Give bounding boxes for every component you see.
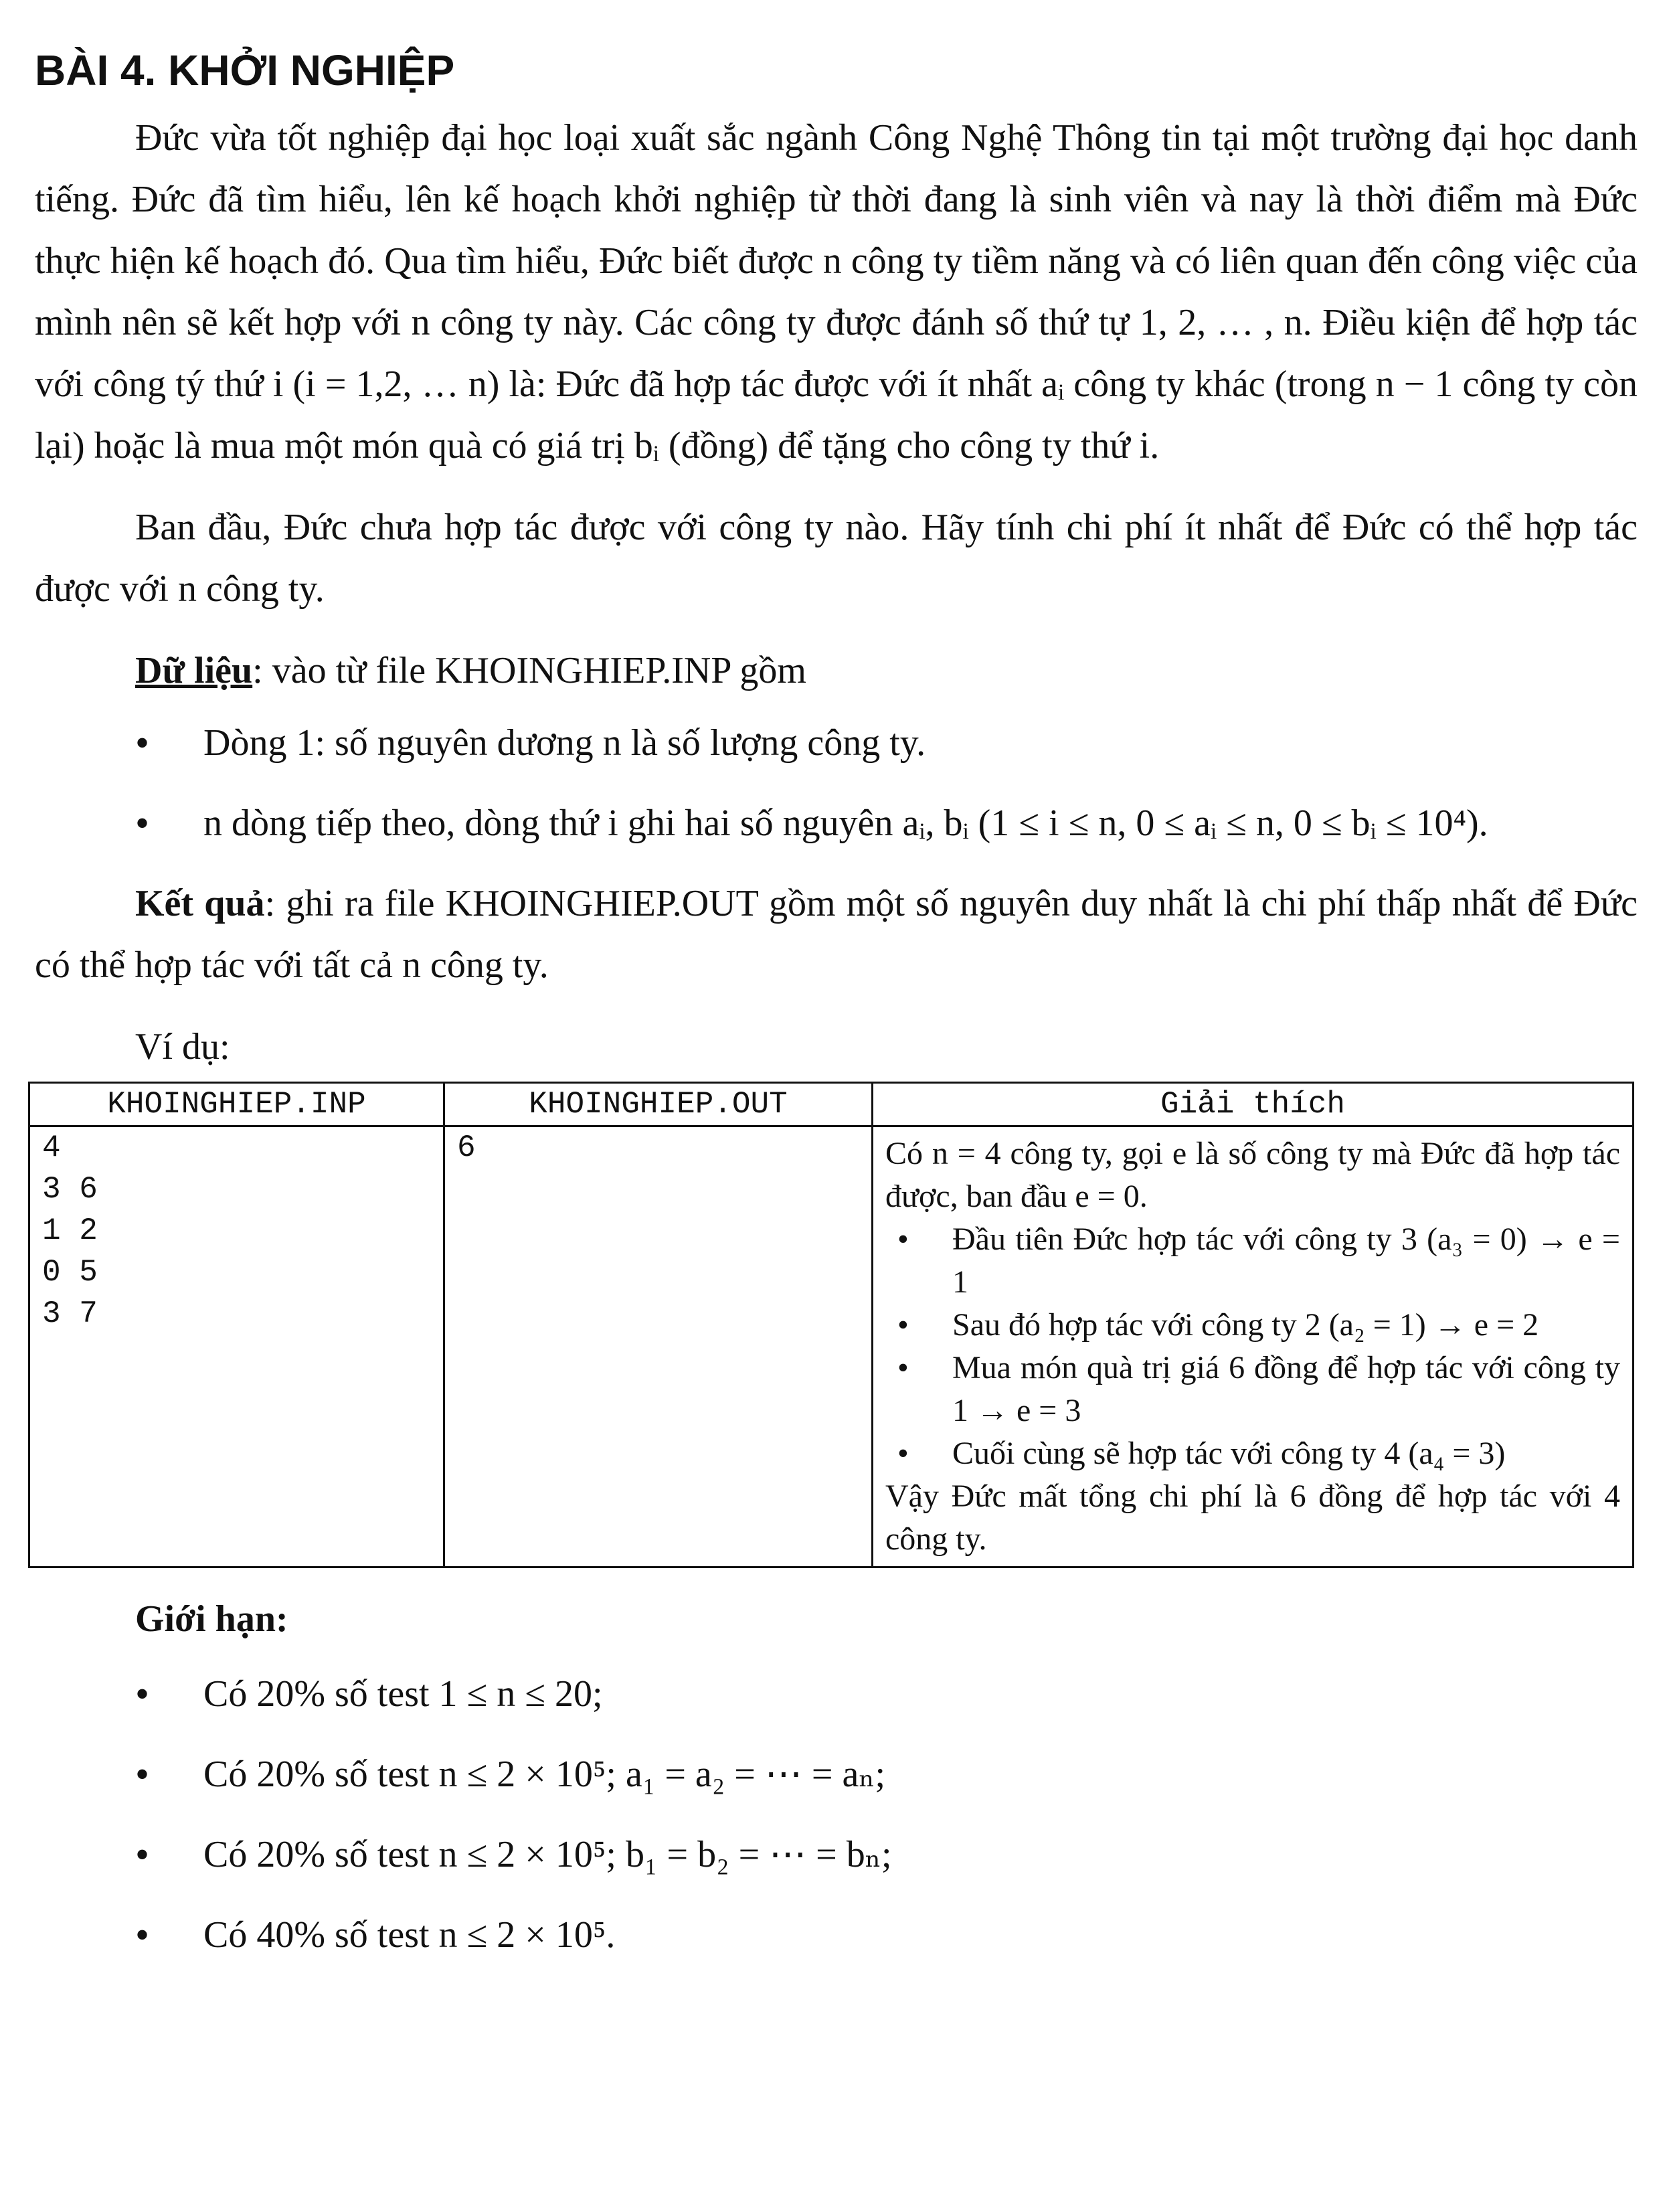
explain-steps	[885, 1218, 1620, 1475]
header-explain: Giải thích	[873, 1083, 1634, 1126]
input-item-2: • n dòng tiếp theo, dòng thứ i ghi hai số nguyên aᵢ, bᵢ (1 ≤ i ≤ n, 0 ≤ aᵢ ≤ n, 0 ≤ bᵢ ≤ 10⁴).	[35, 792, 1638, 854]
problem-statement: Đức vừa tốt nghiệp đại học loại xuất sắc ngành Công Nghệ Thông tin tại một trường đại học danh tiếng. Đức đã tìm hiểu, lên kế hoạch khởi nghiệp từ thời đang là sinh viên và nay là thời điểm mà Đức thực hiện kế hoạch đó. Qua tìm hiểu, Đức biết được n công ty tiềm năng và có liên quan đến công việc của mình nên sẽ kết hợp với n công ty này. Các công ty được đánh số thứ tự 1, 2, … , n. Điều kiện để hợp tác với công tý thứ i (i = 1,2, … n) là: Đức đã hợp tác được với ít nhất aᵢ công ty khác (trong n − 1 công ty còn lại) hoặc là mua một món quà có giá trị bᵢ (đồng) để tặng cho công ty thứ i.	[35, 117, 1638, 466]
explain-step-1: • Đầu tiên Đức hợp tác với công ty 3 (a₃ = 0) → e = 1	[885, 1218, 1620, 1304]
input-item-1: • Dòng 1: số nguyên dương n là số lượng công ty.	[35, 712, 1638, 774]
header-input: KHOINGHIEP.INP	[29, 1083, 444, 1126]
input-text: : vào từ file KHOINGHIEP.INP gồm	[252, 650, 806, 691]
explain-intro: Có n = 4 công ty, gọi e là số công ty mà Đức đã hợp tác được, ban đầu e = 0.	[885, 1136, 1620, 1214]
header-output: KHOINGHIEP.OUT	[444, 1083, 873, 1126]
problem-task: Ban đầu, Đức chưa hợp tác được với công ty nào. Hãy tính chi phí ít nhất để Đức có thể hợp tác được với n công ty.	[35, 507, 1638, 610]
example-body-row	[29, 1126, 1634, 1567]
output-label: Kết quả	[135, 883, 265, 924]
input-label: Dữ liệu	[135, 650, 253, 691]
example-header-row	[29, 1083, 1634, 1126]
explain-outro: Vậy Đức mất tổng chi phí là 6 đồng để hợp tác với 4 công ty.	[885, 1478, 1620, 1557]
example-output-data: 6	[444, 1126, 873, 1567]
input-list	[35, 712, 1638, 854]
example-label: Ví dụ:	[135, 1026, 230, 1068]
explain-step-4: • Cuối cùng sẽ hợp tác với công ty 4 (a₄ = 3)	[885, 1432, 1620, 1475]
limit-item-1: • Có 20% số test 1 ≤ n ≤ 20;	[35, 1663, 1638, 1725]
output-section	[35, 873, 1638, 996]
example-input-data: 4 3 6 1 2 0 5 3 7	[29, 1126, 444, 1567]
example-explanation	[873, 1126, 1634, 1567]
limits-list	[35, 1663, 1638, 1966]
output-text: : ghi ra file KHOINGHIEP.OUT gồm một số nguyên duy nhất là chi phí thấp nhất để Đức có thể hợp tác với tất cả n công ty.	[35, 883, 1638, 986]
input-section	[135, 640, 1638, 701]
limits-label: Giới hạn:	[135, 1598, 288, 1640]
limit-item-3: • Có 20% số test n ≤ 2 × 10⁵; b₁ = b₂ = ⋯ = bₙ;	[35, 1824, 1638, 1885]
explain-step-2: • Sau đó hợp tác với công ty 2 (a₂ = 1) → e = 2	[885, 1304, 1620, 1347]
example-table	[28, 1082, 1634, 1568]
limit-item-2: • Có 20% số test n ≤ 2 × 10⁵; a₁ = a₂ = ⋯ = aₙ;	[35, 1743, 1638, 1805]
problem-title: BÀI 4. KHỞI NGHIỆP	[35, 46, 455, 94]
limit-item-4: • Có 40% số test n ≤ 2 × 10⁵.	[35, 1904, 1638, 1966]
explain-step-3: • Mua món quà trị giá 6 đồng để hợp tác với công ty 1 → e = 3	[885, 1347, 1620, 1432]
